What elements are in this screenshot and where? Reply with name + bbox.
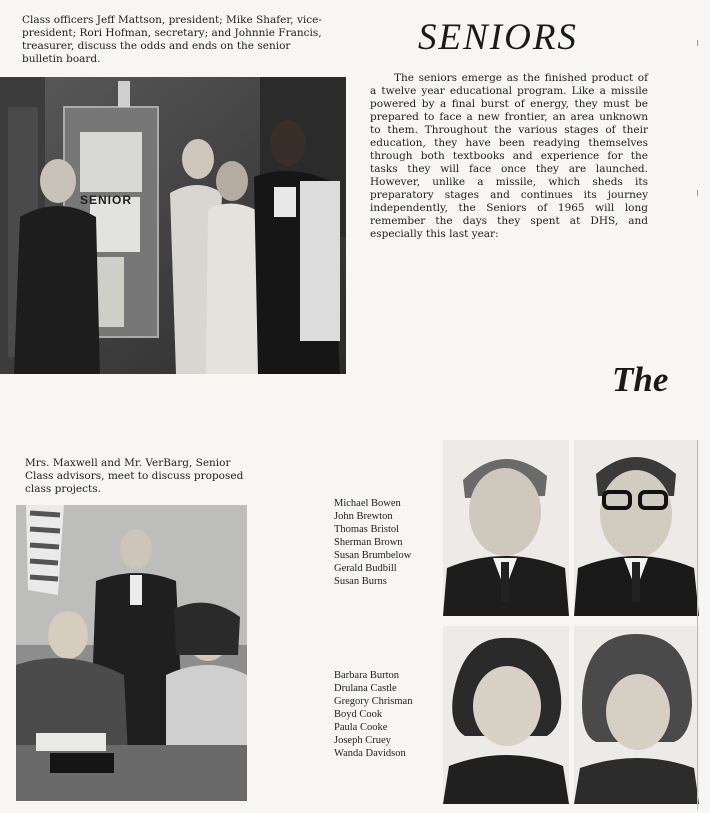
section-title: SENIORS [418,17,578,58]
senior-portrait [574,626,699,804]
bulletin-board-sign: SENIOR [80,193,133,207]
senior-portrait [574,440,699,616]
list-item: Thomas Bristol [334,524,400,535]
senior-portrait [443,440,569,616]
list-item: Wanda Davidson [334,748,406,759]
list-item: Sherman Brown [334,537,403,548]
senior-names-list-2 [334,669,412,760]
senior-names-list-1 [334,497,411,588]
senior-portrait [443,626,569,804]
class-advisors-photo [16,505,247,801]
continuation-word: The [612,360,669,399]
list-item: Paula Cooke [334,722,388,733]
list-item: Gregory Chrisman [334,696,413,707]
list-item: Michael Bowen [334,498,401,509]
list-item: Susan Brumbelow [334,550,412,561]
intro-paragraph [370,72,648,241]
intro-paragraph-text: The seniors emerge as the finished product of a twelve year educational program. Like a missile powered by a final burst of energy, they must be prepared to face a new frontier, an area unknown to them. Throughout the various stages of their education, they have been readying themselves through both textbooks and experience for the tasks they will face once they are launched. However, unlike a missile, which sheds its preparatory stages and continues its journey independently, the Seniors of 1965 will long remember the days they spent at DHS, and especially this last year: [370,72,648,240]
class-officers-photo [0,77,346,374]
list-item: Joseph Cruey [334,735,391,746]
list-item: Boyd Cook [334,709,383,720]
advisors-photo-caption: Mrs. Maxwell and Mr. VerBarg, Senior Class advisors, meet to discuss proposed class projects. [25,457,244,495]
page-edge-line [697,440,698,810]
list-item: Barbara Burton [334,670,400,681]
page-edge-mark [697,40,698,46]
list-item: Susan Burns [334,576,387,587]
list-item: Drulana Castle [334,683,397,694]
list-item: Gerald Budbill [334,563,397,574]
page-edge-mark [697,190,698,196]
officers-photo-caption: Class officers Jeff Mattson, president; Mike Shafer, vice-president; Rori Hofman, secretary; and Johnnie Francis, treasurer, discuss the odds and ends on the senior bulletin board. [22,14,322,65]
list-item: John Brewton [334,511,393,522]
